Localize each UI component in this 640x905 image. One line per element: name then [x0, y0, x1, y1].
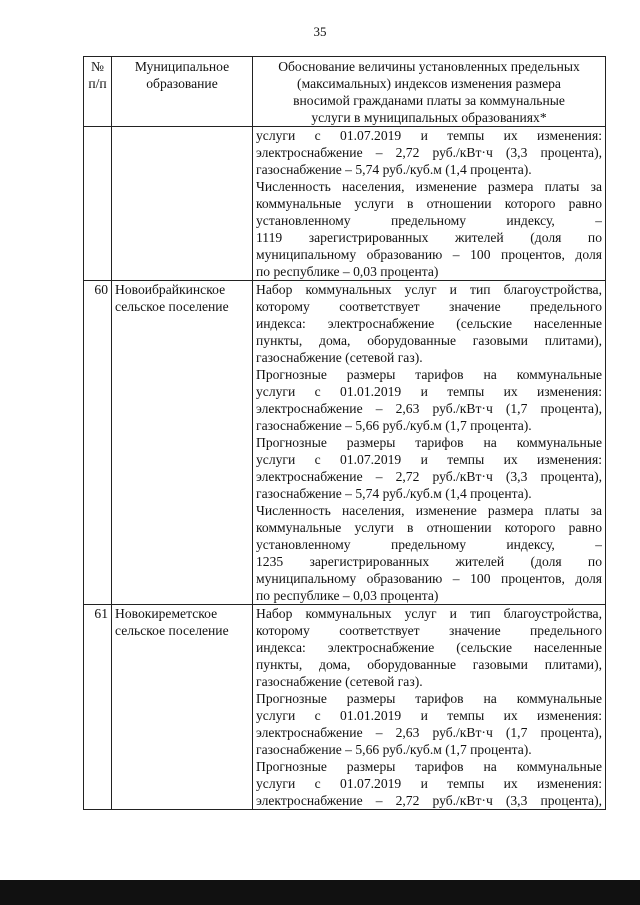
justification-line: 1235 зарегистрированных жителей (доля по	[256, 554, 602, 569]
municipality-name	[112, 281, 253, 605]
justification-line: установленному предельному индексу, –	[256, 537, 602, 552]
row-number	[84, 127, 112, 281]
justification-line: электроснабжение – 2,63 руб./кВт·ч (1,7 процента),	[256, 401, 602, 416]
header-justification-line: Обоснование величины установленных предельных	[278, 59, 580, 74]
table-row	[84, 605, 606, 810]
row-number: 61	[84, 605, 112, 810]
justification-paragraph	[256, 605, 602, 690]
header-justification-line: (максимальных) индексов изменения размера	[297, 76, 561, 91]
header-justification-line: услуги в муниципальных образованиях*	[311, 110, 547, 125]
justification-line: электроснабжение – 2,72 руб./кВт·ч (3,3 процента),	[256, 145, 602, 160]
justification-line: услуги с 01.07.2019 и темпы их изменения:	[256, 776, 602, 791]
justification-line: которому соответствует значение предельного	[256, 623, 602, 638]
justification-line: Прогнозные размеры тарифов на коммунальные	[256, 759, 602, 774]
justification-line: 1119 зарегистрированных жителей (доля по	[256, 230, 602, 245]
header-municipality	[112, 57, 253, 127]
justification-line: услуги с 01.07.2019 и темпы их изменения:	[256, 128, 602, 143]
municipality-name	[112, 127, 253, 281]
justification-line: газоснабжение – 5,66 руб./куб.м (1,7 процента).	[256, 742, 532, 757]
justification-paragraph	[256, 502, 602, 604]
justification-line: по республике – 0,03 процента)	[256, 264, 439, 279]
page-number: 35	[313, 24, 327, 39]
tariff-table	[83, 56, 606, 810]
justification-line: электроснабжение – 2,72 руб./кВт·ч (3,3 процента),	[256, 469, 602, 484]
justification-line: по республике – 0,03 процента)	[256, 588, 439, 603]
justification-line: услуги с 01.01.2019 и темпы их изменения:	[256, 708, 602, 723]
justification-line: индекса: электроснабжение (сельские населенные	[256, 316, 602, 331]
header-justification-line: вносимой гражданами платы за коммунальные	[293, 93, 565, 108]
justification-line: газоснабжение – 5,74 руб./куб.м (1,4 процента).	[256, 486, 532, 501]
row-number: 60	[84, 281, 112, 605]
justification-paragraph	[256, 366, 602, 434]
justification-line: пункты, дома, оборудованные газовыми плитами),	[256, 333, 602, 348]
justification-line: муниципальному образованию – 100 процентов, доля	[256, 571, 602, 586]
municipality-name-line: сельское поселение	[115, 299, 229, 314]
justification-line: газоснабжение – 5,74 руб./куб.м (1,4 процента).	[256, 162, 532, 177]
justification-line: которому соответствует значение предельного	[256, 299, 602, 314]
header-num-line: п/п	[88, 76, 107, 91]
justification-line: Численность населения, изменение размера платы за	[256, 503, 602, 518]
justification-line: электроснабжение – 2,72 руб./кВт·ч (3,3 процента),	[256, 793, 602, 808]
header-municipality-line: Муниципальное	[134, 59, 230, 74]
justification-paragraph	[256, 127, 602, 178]
header-num	[84, 57, 112, 127]
justification-line: индекса: электроснабжение (сельские населенные	[256, 640, 602, 655]
justification-paragraph	[256, 758, 602, 809]
table-row	[84, 281, 606, 605]
scan-edge-bar	[0, 880, 640, 905]
justification-paragraph	[256, 434, 602, 502]
table-row	[84, 127, 606, 281]
justification-line: услуги с 01.07.2019 и темпы их изменения:	[256, 452, 602, 467]
justification-line: пункты, дома, оборудованные газовыми плитами),	[256, 657, 602, 672]
justification-text	[253, 605, 606, 810]
justification-line: газоснабжение – 5,66 руб./куб.м (1,7 процента).	[256, 418, 532, 433]
justification-paragraph	[256, 690, 602, 758]
justification-line: электроснабжение – 2,63 руб./кВт·ч (1,7 процента),	[256, 725, 602, 740]
justification-line: установленному предельному индексу, –	[256, 213, 602, 228]
justification-paragraph	[256, 178, 602, 280]
justification-line: услуги с 01.01.2019 и темпы их изменения:	[256, 384, 602, 399]
municipality-name	[112, 605, 253, 810]
justification-line: коммунальные услуги в отношении которого равно	[256, 520, 602, 535]
justification-paragraph	[256, 281, 602, 366]
municipality-name-line: Новоибрайкинское	[115, 282, 226, 297]
municipality-name-line: Новокиреметское	[115, 606, 218, 621]
justification-text	[253, 127, 606, 281]
header-municipality-line: образование	[146, 76, 218, 91]
justification-line: Прогнозные размеры тарифов на коммунальные	[256, 691, 602, 706]
justification-line: газоснабжение (сетевой газ).	[256, 674, 423, 689]
table-header-row	[84, 57, 606, 127]
justification-text	[253, 281, 606, 605]
justification-line: газоснабжение (сетевой газ).	[256, 350, 423, 365]
justification-line: Набор коммунальных услуг и тип благоустройства,	[256, 282, 602, 297]
header-num-line: №	[91, 59, 104, 74]
justification-line: муниципальному образованию – 100 процентов, доля	[256, 247, 602, 262]
municipality-name-line: сельское поселение	[115, 623, 229, 638]
justification-line: Прогнозные размеры тарифов на коммунальные	[256, 367, 602, 382]
justification-line: коммунальные услуги в отношении которого равно	[256, 196, 602, 211]
justification-line: Численность населения, изменение размера платы за	[256, 179, 602, 194]
justification-line: Прогнозные размеры тарифов на коммунальные	[256, 435, 602, 450]
justification-line: Набор коммунальных услуг и тип благоустройства,	[256, 606, 602, 621]
header-justification	[253, 57, 606, 127]
